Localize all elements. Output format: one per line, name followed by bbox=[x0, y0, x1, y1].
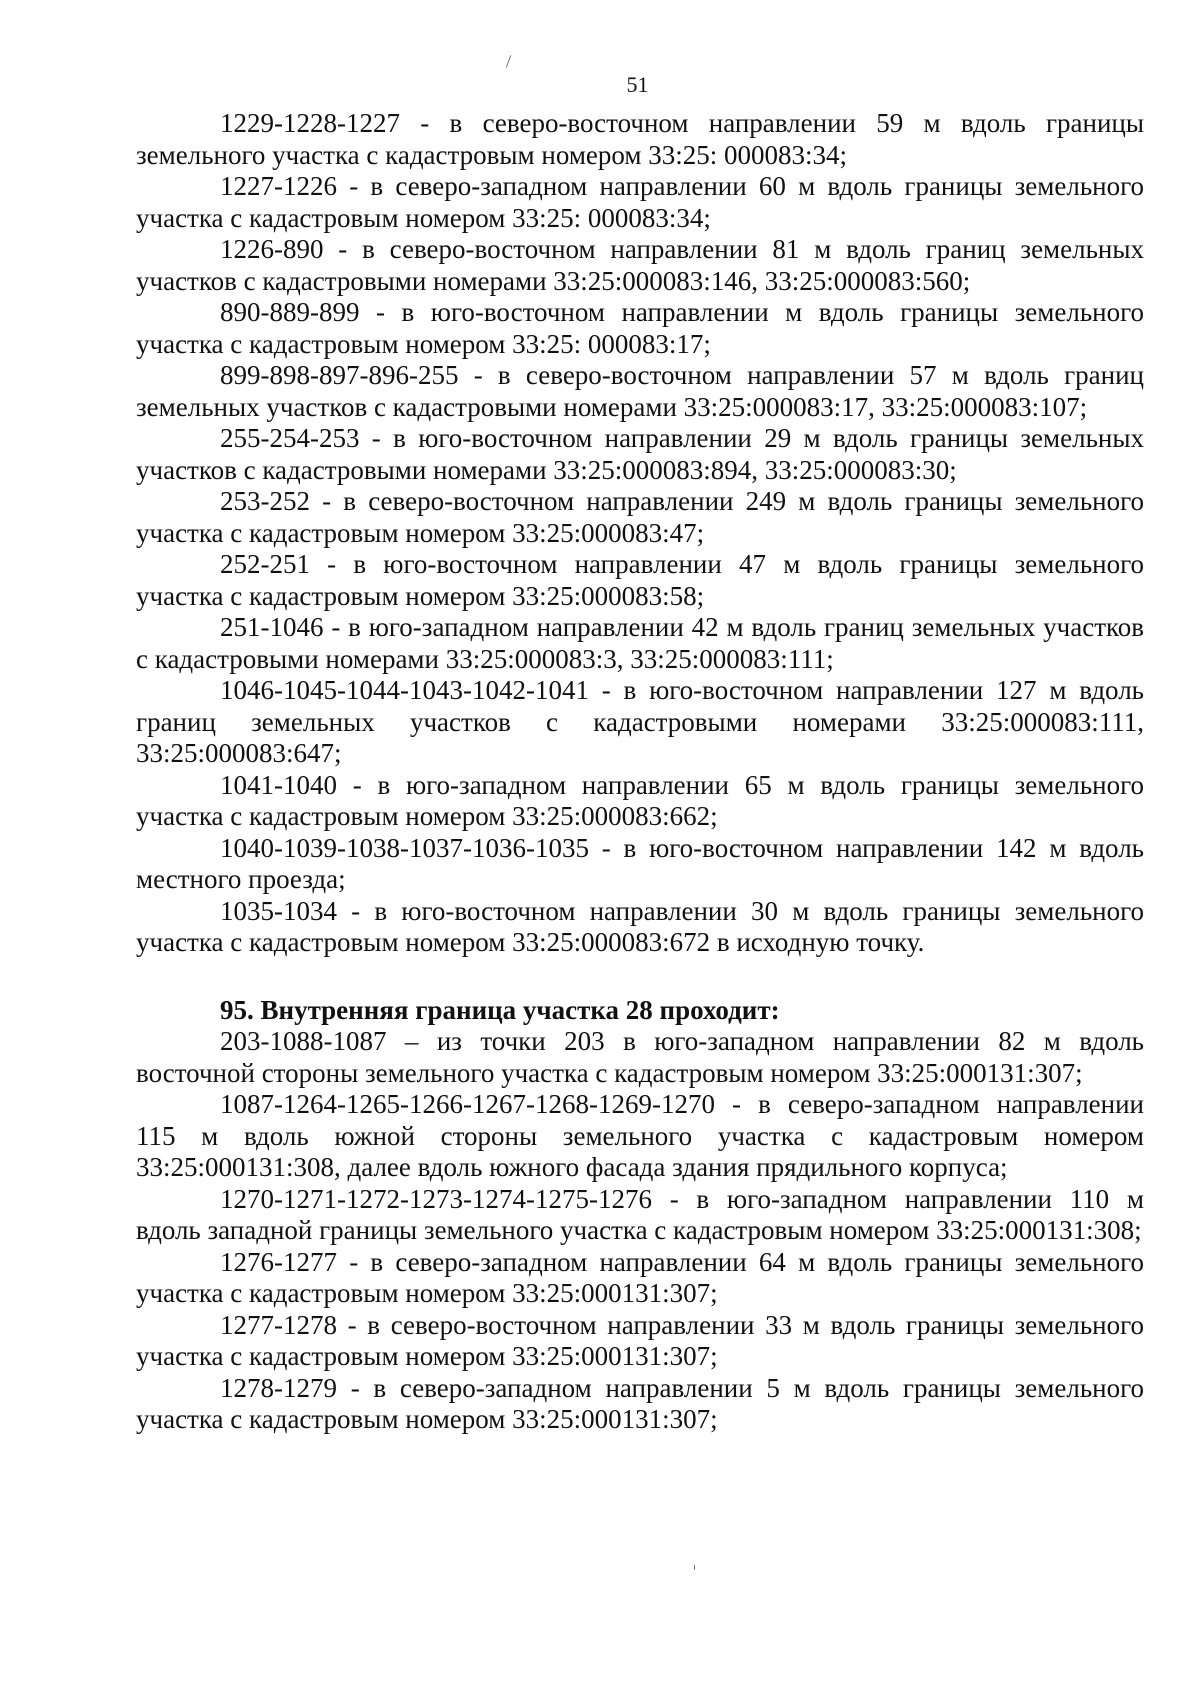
boundary-segment-paragraph: 203-1088-1087 – из точки 203 в юго-западном направлении 82 м вдоль восточной стороны земельного участка с кадастровым номером 33:25:000131:307; bbox=[136, 1026, 1144, 1088]
document-body bbox=[136, 108, 1144, 1436]
boundary-segment-paragraph: 1229-1228-1227 - в северо-восточном направлении 59 м вдоль границы земельного участка с кадастровым номером 33:25: 000083:34; bbox=[136, 108, 1144, 170]
boundary-segment-paragraph: 1087-1264-1265-1266-1267-1268-1269-1270 - в северо-западном направлении 115 м вдоль южной стороны земельного участка с кадастровым номером 33:25:000131:308, далее вдоль южного фасада здания прядильного корпуса; bbox=[136, 1089, 1144, 1182]
scan-mark bbox=[506, 55, 511, 68]
section-heading: 95. Внутренняя граница участка 28 проходит: bbox=[220, 994, 780, 1025]
boundary-segment-paragraph: 1227-1226 - в северо-западном направлении 60 м вдоль границы земельного участка с кадастровым номером 33:25: 000083:34; bbox=[136, 171, 1144, 233]
boundary-segment-paragraph: 1226-890 - в северо-восточном направлении 81 м вдоль границ земельных участков с кадастровыми номерами 33:25:000083:146, 33:25:000083:560; bbox=[136, 234, 1144, 296]
page-number: 51 bbox=[626, 72, 649, 97]
boundary-segment-paragraph: 251-1046 - в юго-западном направлении 42 м вдоль границ земельных участков с кадастровыми номерами 33:25:000083:3, 33:25:000083:111; bbox=[136, 612, 1144, 674]
boundary-segment-paragraph: 1277-1278 - в северо-восточном направлении 33 м вдоль границы земельного участка с кадастровым номером 33:25:000131:307; bbox=[136, 1309, 1144, 1371]
boundary-segment-paragraph: 890-889-899 - в юго-восточном направлении м вдоль границы земельного участка с кадастровым номером 33:25: 000083:17; bbox=[136, 297, 1144, 359]
boundary-segment-paragraph: 1035-1034 - в юго-восточном направлении 30 м вдоль границы земельного участка с кадастровым номером 33:25:000083:672 в исходную точку. bbox=[136, 895, 1144, 957]
boundary-segment-paragraph: 1041-1040 - в юго-западном направлении 65 м вдоль границы земельного участка с кадастровым номером 33:25:000083:662; bbox=[136, 769, 1144, 831]
boundary-segment-paragraph: 1276-1277 - в северо-западном направлении 64 м вдоль границы земельного участка с кадастровым номером 33:25:000131:307; bbox=[136, 1246, 1144, 1308]
boundary-segment-paragraph: 255-254-253 - в юго-восточном направлении 29 м вдоль границы земельных участков с кадастровыми номерами 33:25:000083:894, 33:25:000083:30; bbox=[136, 423, 1144, 485]
scan-mark bbox=[694, 1565, 695, 1570]
boundary-segment-paragraph: 1046-1045-1044-1043-1042-1041 - в юго-восточном направлении 127 м вдоль границ земельных участков с кадастровыми номерами 33:25:000083:111, 33:25:000083:647; bbox=[136, 675, 1144, 768]
boundary-segment-paragraph: 1278-1279 - в северо-западном направлении 5 м вдоль границы земельного участка с кадастровым номером 33:25:000131:307; bbox=[136, 1372, 1144, 1434]
boundary-segment-paragraph: 253-252 - в северо-восточном направлении 249 м вдоль границы земельного участка с кадастровым номером 33:25:000083:47; bbox=[136, 486, 1144, 548]
boundary-segment-paragraph: 899-898-897-896-255 - в северо-восточном направлении 57 м вдоль границ земельных участков с кадастровыми номерами 33:25:000083:17, 33:25:000083:107; bbox=[136, 360, 1144, 422]
boundary-segment-paragraph: 1270-1271-1272-1273-1274-1275-1276 - в юго-западном направлении 110 м вдоль западной границы земельного участка с кадастровым номером 33:25:000131:308; bbox=[136, 1183, 1144, 1245]
boundary-segment-paragraph: 1040-1039-1038-1037-1036-1035 - в юго-восточном направлении 142 м вдоль местного проезда; bbox=[136, 832, 1144, 894]
boundary-segment-paragraph: 252-251 - в юго-восточном направлении 47 м вдоль границы земельного участка с кадастровым номером 33:25:000083:58; bbox=[136, 549, 1144, 611]
